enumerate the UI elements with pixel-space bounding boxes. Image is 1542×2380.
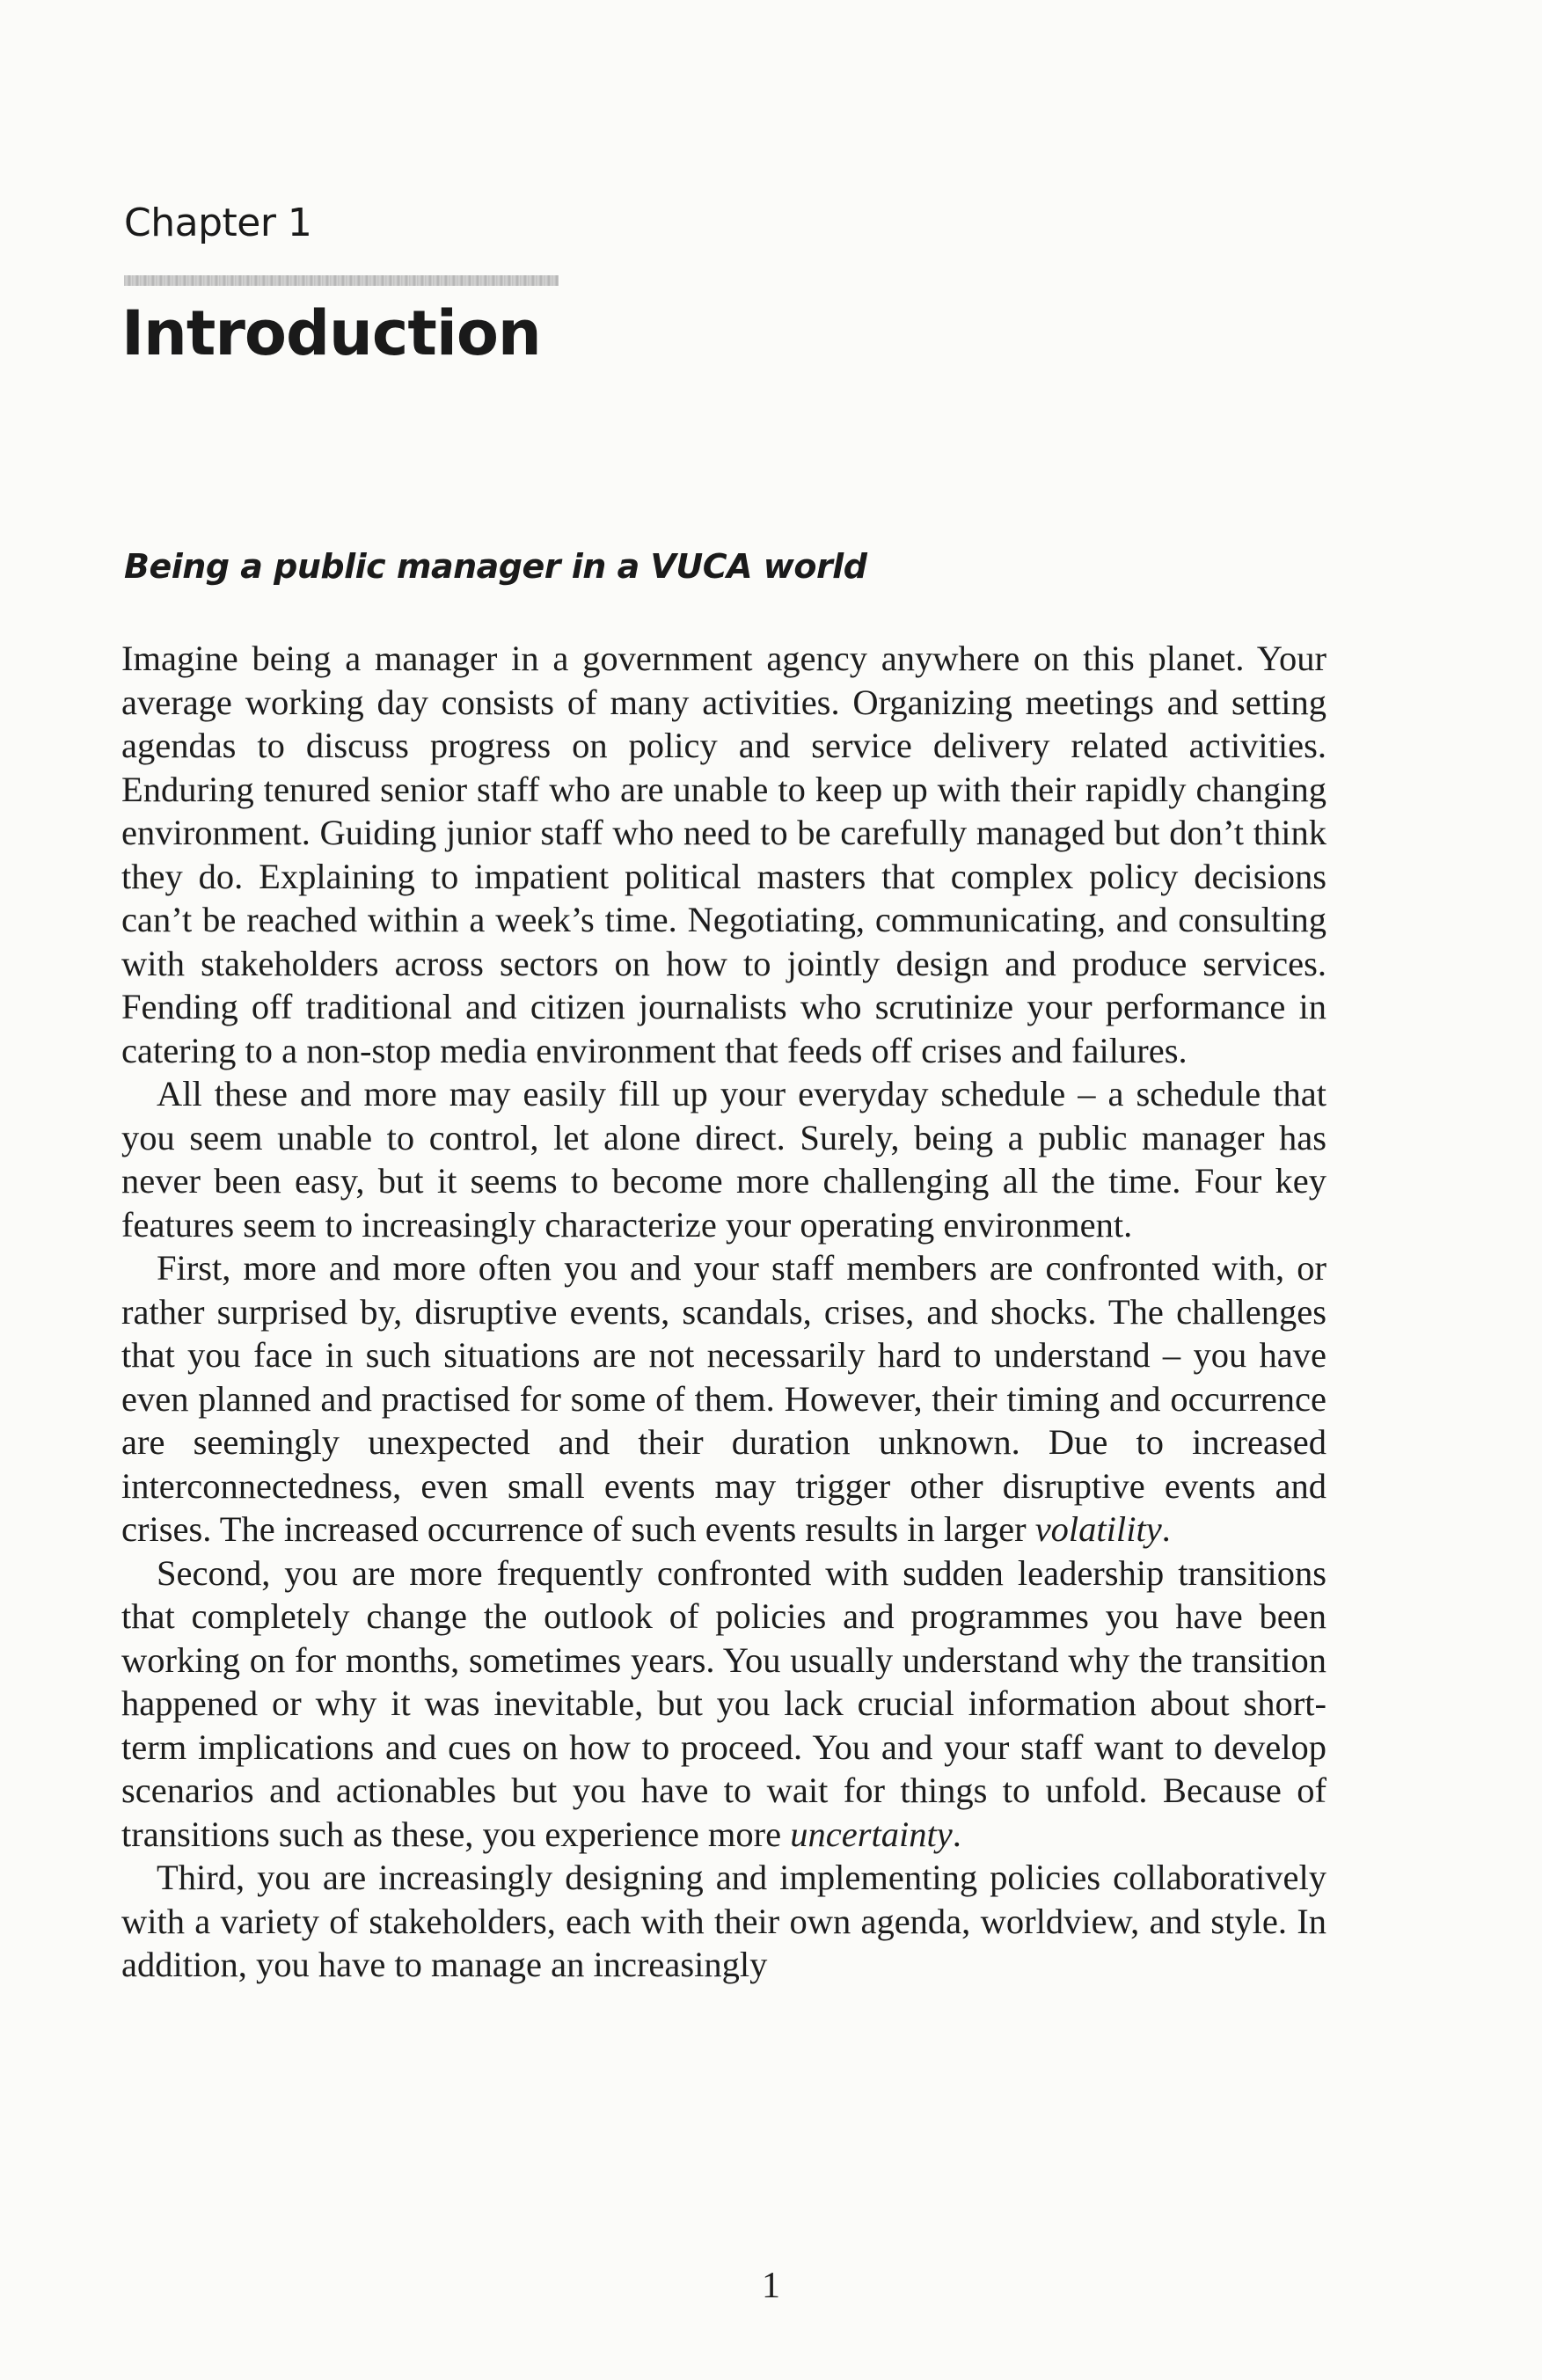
paragraph-4 — [121, 1551, 1326, 1857]
paragraph-5: Third, you are increasingly designing and implementing policies collaboratively with a variety of stakeholders, each with their own agenda, worldview, and style. In addition, you have to manage an increasingly — [121, 1858, 1326, 1984]
page-number: 1 — [762, 2266, 780, 2306]
chapter-title: Introduction — [121, 297, 541, 369]
paragraph-3-end: . — [1161, 1509, 1171, 1549]
chapter-label: Chapter 1 — [124, 201, 312, 245]
emphasis-uncertainty: uncertainty — [790, 1814, 953, 1854]
paragraph-3 — [121, 1246, 1326, 1551]
paragraph-4-end: . — [952, 1814, 961, 1854]
emphasis-volatility: volatility — [1034, 1509, 1162, 1549]
section-heading: Being a public manager in a VUCA world — [124, 547, 867, 586]
paragraph-3-text: First, more and more often you and your staff members are confronted with, or rather surprised by, disruptive events, scandals, crises, and shocks. The challenges that you face in such situations are not necessarily hard to understand – you have even planned and practised for some of them. However, their timing and occurrence are seemingly unexpected and their duration unknown. Due to increased interconnectedness, even small events may trigger other disruptive events and crises. The increased occurrence of such events results in larger — [121, 1248, 1326, 1549]
paragraph-4-text: Second, you are more frequently confronted with sudden leadership transitions that completely change the outlook of policies and programmes you have been working on for months, sometimes years. You usually understand why the transition happened or why it was inevitable, but you lack crucial information about short-term implications and cues on how to proceed. You and your staff want to develop scenarios and actionables but you have to wait for things to unfold. Because of transitions such as these, you experience more — [121, 1552, 1326, 1854]
body-text — [121, 637, 1326, 1987]
chapter-rule — [124, 275, 559, 286]
paragraph-1: Imagine being a manager in a government agency anywhere on this planet. Your average working day consists of many activities. Organizing meetings and setting agendas to discuss progress on policy and service delivery related activities. Enduring tenured senior staff who are unable to keep up with their rapidly changing environment. Guiding junior staff who need to be carefully managed but don’t think they do. Explaining to impatient political masters that complex policy decisions can’t be reached within a week’s time. Negotiating, communicating, and consulting with stakeholders across sectors on how to jointly design and produce services. Fending off traditional and citizen journalists who scrutinize your performance in catering to a non-stop media environment that feeds off crises and failures. — [121, 639, 1326, 1070]
paragraph-2: All these and more may easily fill up your everyday schedule – a schedule that you seem unable to control, let alone direct. Surely, being a public manager has never been easy, but it seems to become more challenging all the time. Four key features seem to increasingly characterize your operating environment. — [121, 1074, 1326, 1245]
